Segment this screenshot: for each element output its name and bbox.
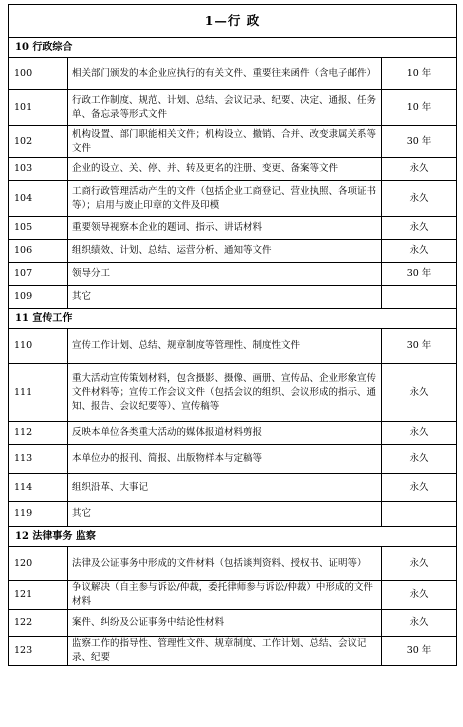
retention-period-cell: 永久 xyxy=(382,240,457,263)
retention-period-cell: 永久 xyxy=(382,217,457,240)
description-cell: 行政工作制度、规范、计划、总结、会议记录、纪要、决定、通报、任务单、备忘录等形式文件 xyxy=(68,90,382,126)
table-row xyxy=(9,364,457,422)
code-cell: 107 xyxy=(9,263,68,286)
title-row xyxy=(9,5,457,38)
code-cell: 101 xyxy=(9,90,68,126)
description-cell: 组织绩效、计划、总结、运营分析、通知等文件 xyxy=(68,240,382,263)
code-cell: 121 xyxy=(9,581,68,610)
code-cell: 122 xyxy=(9,610,68,637)
retention-period-cell: 永久 xyxy=(382,158,457,181)
description-cell: 其它 xyxy=(68,502,382,527)
code-cell: 113 xyxy=(9,445,68,474)
table-row xyxy=(9,422,457,445)
table-row xyxy=(9,217,457,240)
retention-period-cell: 30 年 xyxy=(382,329,457,364)
retention-period-cell: 30 年 xyxy=(382,126,457,158)
description-cell: 组织沿革、大事记 xyxy=(68,474,382,502)
section-heading: 10 行政综合 xyxy=(9,38,457,58)
description-cell: 重要领导视察本企业的题词、指示、讲话材料 xyxy=(68,217,382,240)
code-cell: 109 xyxy=(9,286,68,309)
table-row xyxy=(9,445,457,474)
retention-period-cell: 永久 xyxy=(382,181,457,217)
table-row xyxy=(9,158,457,181)
code-cell: 123 xyxy=(9,637,68,666)
table-row xyxy=(9,181,457,217)
table-title: 1—行 政 xyxy=(9,5,457,38)
code-cell: 105 xyxy=(9,217,68,240)
section-header-row xyxy=(9,527,457,547)
retention-period-cell: 永久 xyxy=(382,364,457,422)
description-cell: 宣传工作计划、总结、规章制度等管理性、制度性文件 xyxy=(68,329,382,364)
code-cell: 106 xyxy=(9,240,68,263)
retention-period-cell: 永久 xyxy=(382,547,457,581)
retention-period-cell: 永久 xyxy=(382,581,457,610)
retention-period-cell: 永久 xyxy=(382,445,457,474)
retention-schedule-table xyxy=(8,4,457,666)
description-cell: 工商行政管理活动产生的文件（包括企业工商登记、营业执照、各项证书等）；启用与废止印章的文件及印模 xyxy=(68,181,382,217)
retention-period-cell: 30 年 xyxy=(382,637,457,666)
table-row xyxy=(9,58,457,90)
table-row xyxy=(9,502,457,527)
section-heading: 11 宣传工作 xyxy=(9,309,457,329)
retention-period-cell: 30 年 xyxy=(382,263,457,286)
retention-period-cell xyxy=(382,502,457,527)
description-cell: 反映本单位各类重大活动的媒体报道材料剪报 xyxy=(68,422,382,445)
retention-period-cell xyxy=(382,286,457,309)
code-cell: 112 xyxy=(9,422,68,445)
table-row xyxy=(9,581,457,610)
retention-period-cell: 永久 xyxy=(382,610,457,637)
code-cell: 100 xyxy=(9,58,68,90)
description-cell: 法律及公证事务中形成的文件材料（包括谈判资料、授权书、证明等） xyxy=(68,547,382,581)
retention-period-cell: 永久 xyxy=(382,474,457,502)
code-cell: 103 xyxy=(9,158,68,181)
code-cell: 114 xyxy=(9,474,68,502)
retention-period-cell: 永久 xyxy=(382,422,457,445)
table-row xyxy=(9,126,457,158)
code-cell: 120 xyxy=(9,547,68,581)
code-cell: 119 xyxy=(9,502,68,527)
section-header-row xyxy=(9,309,457,329)
description-cell: 重大活动宣传策划材料，包含摄影、摄像、画册、宣传品、企业形象宣传文件材料等；宣传工作会议文件（包括会议的组织、会议形成的指示、通知、报告、会议纪要等）、宣传稿等 xyxy=(68,364,382,422)
table-row xyxy=(9,637,457,666)
description-cell: 其它 xyxy=(68,286,382,309)
description-cell: 领导分工 xyxy=(68,263,382,286)
description-cell: 机构设置、部门职能相关文件；机构设立、撤销、合并、改变隶属关系等文件 xyxy=(68,126,382,158)
code-cell: 111 xyxy=(9,364,68,422)
table-row xyxy=(9,329,457,364)
table-row xyxy=(9,474,457,502)
table-row xyxy=(9,610,457,637)
section-heading: 12 法律事务 监察 xyxy=(9,527,457,547)
description-cell: 争议解决（自主参与诉讼/仲裁，委托律师参与诉讼/仲裁）中形成的文件材料 xyxy=(68,581,382,610)
table-row xyxy=(9,263,457,286)
table-row xyxy=(9,286,457,309)
description-cell: 本单位办的报刊、简报、出版物样本与定稿等 xyxy=(68,445,382,474)
section-header-row xyxy=(9,38,457,58)
code-cell: 104 xyxy=(9,181,68,217)
retention-period-cell: 10 年 xyxy=(382,90,457,126)
retention-period-cell: 10 年 xyxy=(382,58,457,90)
description-cell: 案件、纠纷及公证事务中结论性材料 xyxy=(68,610,382,637)
table-row xyxy=(9,90,457,126)
description-cell: 相关部门颁发的本企业应执行的有关文件、重要往来函件（含电子邮件） xyxy=(68,58,382,90)
code-cell: 102 xyxy=(9,126,68,158)
description-cell: 企业的设立、关、停、并、转及更名的注册、变更、备案等文件 xyxy=(68,158,382,181)
table-row xyxy=(9,240,457,263)
description-cell: 监察工作的指导性、管理性文件、规章制度、工作计划、总结、会议记录、纪要 xyxy=(68,637,382,666)
table-row xyxy=(9,547,457,581)
code-cell: 110 xyxy=(9,329,68,364)
